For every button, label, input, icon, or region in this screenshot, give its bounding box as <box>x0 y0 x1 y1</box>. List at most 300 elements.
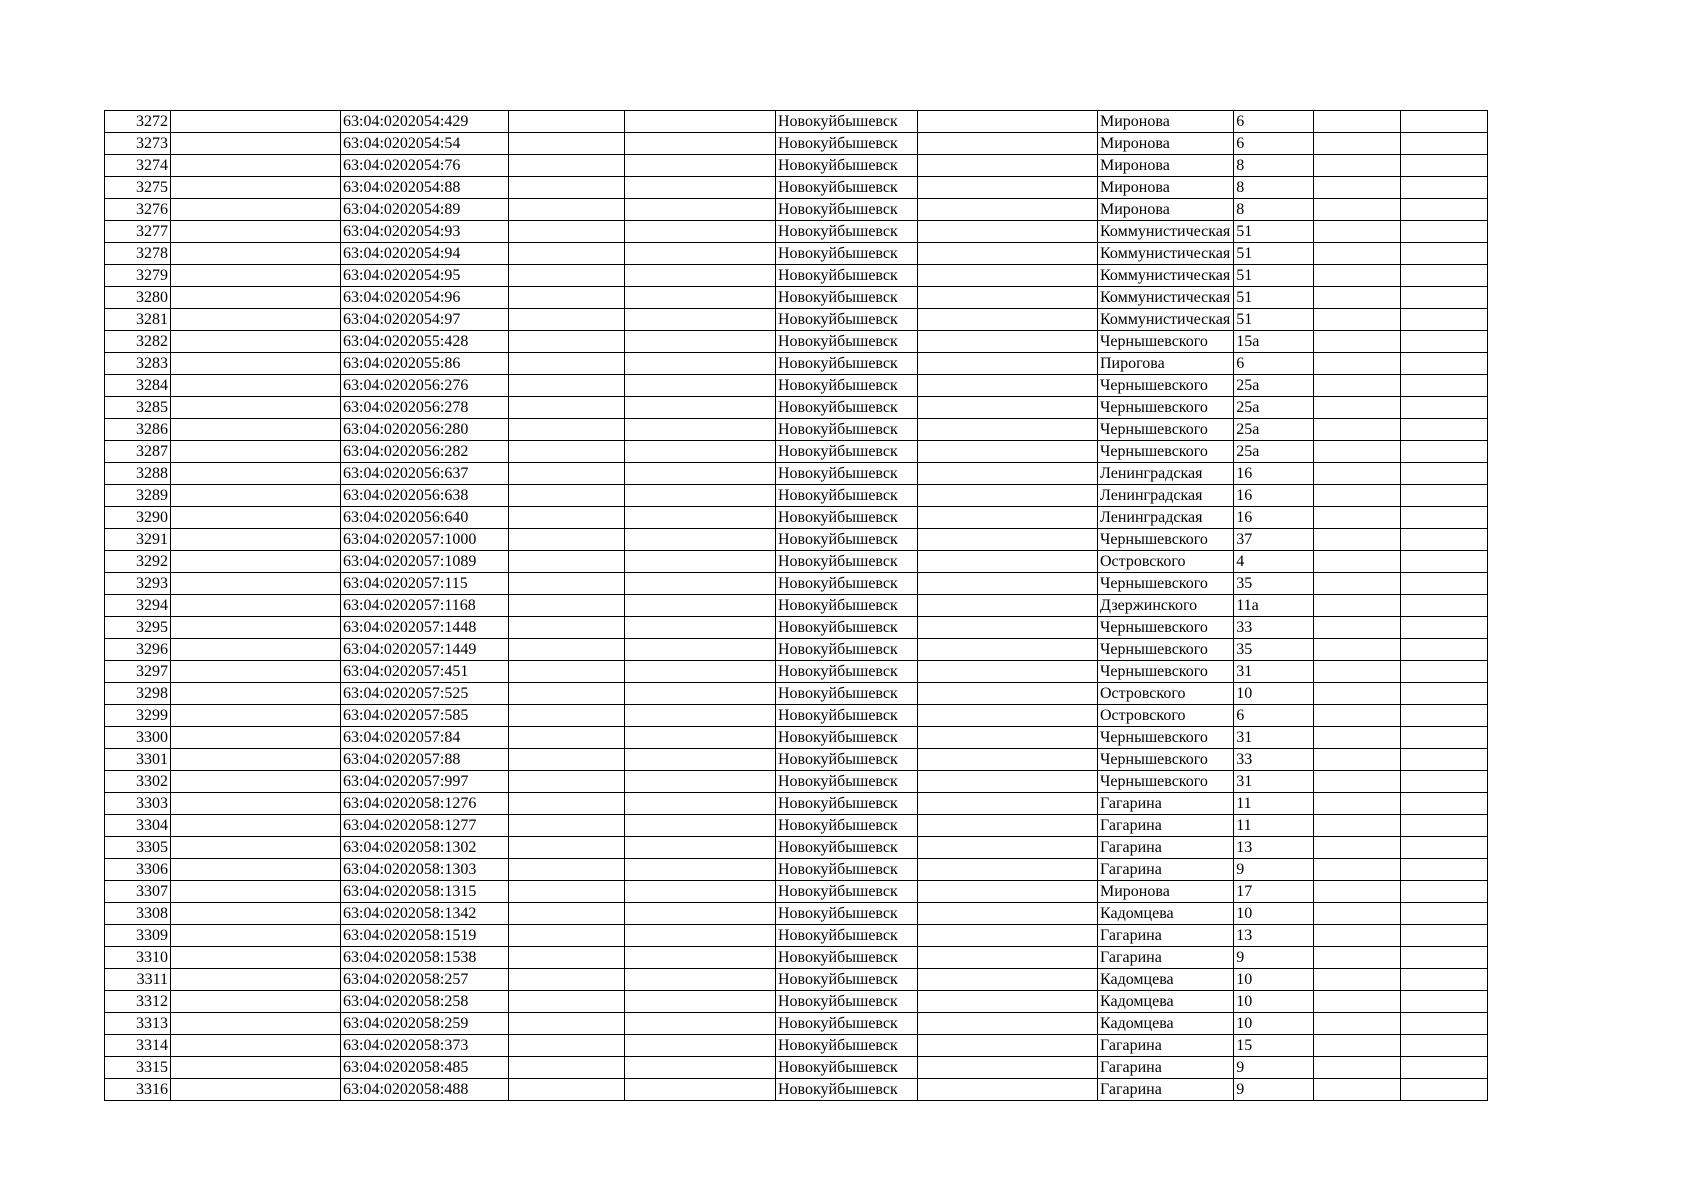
empty-cell <box>625 419 776 441</box>
empty-cell <box>509 507 625 529</box>
empty-cell <box>509 617 625 639</box>
street-cell: Гагарина <box>1098 793 1234 815</box>
empty-cell <box>625 353 776 375</box>
street-cell: Островского <box>1098 551 1234 573</box>
empty-cell <box>171 441 341 463</box>
street-cell: Кадомцева <box>1098 969 1234 991</box>
empty-cell <box>1314 309 1401 331</box>
empty-cell <box>1401 375 1488 397</box>
city-cell: Новокуйбышевск <box>776 243 918 265</box>
row-number-cell: 3295 <box>105 617 171 639</box>
table-row <box>105 111 1488 133</box>
house-number-cell: 4 <box>1234 551 1314 573</box>
empty-cell <box>625 1079 776 1101</box>
row-number-cell: 3310 <box>105 947 171 969</box>
empty-cell <box>509 793 625 815</box>
empty-cell <box>1314 551 1401 573</box>
empty-cell <box>918 331 1098 353</box>
cadastral-number-cell: 63:04:0202058:1519 <box>341 925 509 947</box>
house-number-cell: 13 <box>1234 837 1314 859</box>
city-cell: Новокуйбышевск <box>776 771 918 793</box>
city-cell: Новокуйбышевск <box>776 837 918 859</box>
cadastral-number-cell: 63:04:0202057:84 <box>341 727 509 749</box>
empty-cell <box>918 551 1098 573</box>
empty-cell <box>625 815 776 837</box>
row-number-cell: 3274 <box>105 155 171 177</box>
empty-cell <box>625 155 776 177</box>
street-cell: Чернышевского <box>1098 771 1234 793</box>
empty-cell <box>625 947 776 969</box>
empty-cell <box>625 661 776 683</box>
empty-cell <box>1401 485 1488 507</box>
empty-cell <box>509 1035 625 1057</box>
empty-cell <box>171 1035 341 1057</box>
empty-cell <box>1314 925 1401 947</box>
street-cell: Коммунистическая <box>1098 265 1234 287</box>
table-row <box>105 1013 1488 1035</box>
empty-cell <box>918 507 1098 529</box>
house-number-cell: 10 <box>1234 683 1314 705</box>
house-number-cell: 9 <box>1234 1079 1314 1101</box>
empty-cell <box>171 573 341 595</box>
cadastral-number-cell: 63:04:0202056:638 <box>341 485 509 507</box>
city-cell: Новокуйбышевск <box>776 947 918 969</box>
empty-cell <box>918 749 1098 771</box>
row-number-cell: 3276 <box>105 199 171 221</box>
table-row <box>105 815 1488 837</box>
city-cell: Новокуйбышевск <box>776 221 918 243</box>
house-number-cell: 6 <box>1234 111 1314 133</box>
house-number-cell: 51 <box>1234 221 1314 243</box>
cadastral-number-cell: 63:04:0202056:280 <box>341 419 509 441</box>
row-number-cell: 3289 <box>105 485 171 507</box>
street-cell: Миронова <box>1098 881 1234 903</box>
empty-cell <box>509 265 625 287</box>
cadastral-number-cell: 63:04:0202058:259 <box>341 1013 509 1035</box>
cadastral-number-cell: 63:04:0202056:282 <box>341 441 509 463</box>
empty-cell <box>918 815 1098 837</box>
empty-cell <box>918 111 1098 133</box>
row-number-cell: 3282 <box>105 331 171 353</box>
street-cell: Чернышевского <box>1098 639 1234 661</box>
city-cell: Новокуйбышевск <box>776 859 918 881</box>
empty-cell <box>1401 265 1488 287</box>
house-number-cell: 10 <box>1234 903 1314 925</box>
street-cell: Чернышевского <box>1098 573 1234 595</box>
table-row <box>105 903 1488 925</box>
row-number-cell: 3312 <box>105 991 171 1013</box>
empty-cell <box>509 595 625 617</box>
row-number-cell: 3300 <box>105 727 171 749</box>
house-number-cell: 13 <box>1234 925 1314 947</box>
cadastral-number-cell: 63:04:0202058:488 <box>341 1079 509 1101</box>
empty-cell <box>171 463 341 485</box>
city-cell: Новокуйбышевск <box>776 793 918 815</box>
empty-cell <box>918 1079 1098 1101</box>
empty-cell <box>171 309 341 331</box>
row-number-cell: 3306 <box>105 859 171 881</box>
city-cell: Новокуйбышевск <box>776 1035 918 1057</box>
city-cell: Новокуйбышевск <box>776 485 918 507</box>
city-cell: Новокуйбышевск <box>776 903 918 925</box>
city-cell: Новокуйбышевск <box>776 573 918 595</box>
empty-cell <box>509 1057 625 1079</box>
empty-cell <box>171 529 341 551</box>
house-number-cell: 31 <box>1234 661 1314 683</box>
empty-cell <box>1401 419 1488 441</box>
table-row <box>105 969 1488 991</box>
row-number-cell: 3298 <box>105 683 171 705</box>
empty-cell <box>918 309 1098 331</box>
empty-cell <box>625 573 776 595</box>
empty-cell <box>171 595 341 617</box>
empty-cell <box>1314 815 1401 837</box>
street-cell: Ленинградская <box>1098 463 1234 485</box>
empty-cell <box>171 881 341 903</box>
city-cell: Новокуйбышевск <box>776 177 918 199</box>
empty-cell <box>1401 859 1488 881</box>
empty-cell <box>171 397 341 419</box>
table-row <box>105 463 1488 485</box>
row-number-cell: 3302 <box>105 771 171 793</box>
house-number-cell: 11а <box>1234 595 1314 617</box>
empty-cell <box>918 353 1098 375</box>
empty-cell <box>1314 683 1401 705</box>
street-cell: Ленинградская <box>1098 507 1234 529</box>
empty-cell <box>1314 375 1401 397</box>
empty-cell <box>625 287 776 309</box>
empty-cell <box>1314 331 1401 353</box>
row-number-cell: 3277 <box>105 221 171 243</box>
row-number-cell: 3285 <box>105 397 171 419</box>
table-row <box>105 1057 1488 1079</box>
cadastral-number-cell: 63:04:0202056:640 <box>341 507 509 529</box>
empty-cell <box>1401 199 1488 221</box>
empty-cell <box>509 331 625 353</box>
table-row <box>105 705 1488 727</box>
empty-cell <box>625 529 776 551</box>
empty-cell <box>509 661 625 683</box>
empty-cell <box>625 837 776 859</box>
cadastral-number-cell: 63:04:0202056:637 <box>341 463 509 485</box>
empty-cell <box>509 375 625 397</box>
empty-cell <box>171 639 341 661</box>
house-number-cell: 15а <box>1234 331 1314 353</box>
empty-cell <box>1314 617 1401 639</box>
table-row <box>105 353 1488 375</box>
cadastral-number-cell: 63:04:0202058:1342 <box>341 903 509 925</box>
cadastral-number-cell: 63:04:0202057:1168 <box>341 595 509 617</box>
empty-cell <box>625 617 776 639</box>
city-cell: Новокуйбышевск <box>776 749 918 771</box>
city-cell: Новокуйбышевск <box>776 265 918 287</box>
row-number-cell: 3288 <box>105 463 171 485</box>
table-row <box>105 881 1488 903</box>
house-number-cell: 16 <box>1234 463 1314 485</box>
empty-cell <box>171 265 341 287</box>
empty-cell <box>509 1013 625 1035</box>
empty-cell <box>1401 463 1488 485</box>
empty-cell <box>1401 595 1488 617</box>
cadastral-number-cell: 63:04:0202058:1303 <box>341 859 509 881</box>
house-number-cell: 25а <box>1234 397 1314 419</box>
empty-cell <box>171 199 341 221</box>
table-row <box>105 837 1488 859</box>
cadastral-number-cell: 63:04:0202054:93 <box>341 221 509 243</box>
cadastral-number-cell: 63:04:0202057:997 <box>341 771 509 793</box>
house-number-cell: 25а <box>1234 419 1314 441</box>
house-number-cell: 35 <box>1234 573 1314 595</box>
table-row <box>105 265 1488 287</box>
empty-cell <box>1314 771 1401 793</box>
cadastral-number-cell: 63:04:0202058:485 <box>341 1057 509 1079</box>
empty-cell <box>625 683 776 705</box>
empty-cell <box>918 177 1098 199</box>
empty-cell <box>918 969 1098 991</box>
empty-cell <box>1401 529 1488 551</box>
cadastral-number-cell: 63:04:0202056:276 <box>341 375 509 397</box>
row-number-cell: 3301 <box>105 749 171 771</box>
empty-cell <box>1314 441 1401 463</box>
table-row <box>105 771 1488 793</box>
empty-cell <box>1401 441 1488 463</box>
empty-cell <box>1314 529 1401 551</box>
empty-cell <box>509 573 625 595</box>
cadastral-number-cell: 63:04:0202058:1315 <box>341 881 509 903</box>
house-number-cell: 33 <box>1234 617 1314 639</box>
empty-cell <box>1314 705 1401 727</box>
row-number-cell: 3303 <box>105 793 171 815</box>
empty-cell <box>1401 1013 1488 1035</box>
city-cell: Новокуйбышевск <box>776 661 918 683</box>
house-number-cell: 8 <box>1234 199 1314 221</box>
house-number-cell: 10 <box>1234 969 1314 991</box>
empty-cell <box>1401 947 1488 969</box>
row-number-cell: 3308 <box>105 903 171 925</box>
empty-cell <box>625 1013 776 1035</box>
empty-cell <box>509 815 625 837</box>
house-number-cell: 10 <box>1234 991 1314 1013</box>
cadastral-number-cell: 63:04:0202057:1089 <box>341 551 509 573</box>
empty-cell <box>509 969 625 991</box>
empty-cell <box>509 309 625 331</box>
empty-cell <box>171 353 341 375</box>
row-number-cell: 3296 <box>105 639 171 661</box>
empty-cell <box>509 749 625 771</box>
empty-cell <box>1314 661 1401 683</box>
house-number-cell: 9 <box>1234 947 1314 969</box>
row-number-cell: 3305 <box>105 837 171 859</box>
empty-cell <box>918 485 1098 507</box>
empty-cell <box>1401 925 1488 947</box>
city-cell: Новокуйбышевск <box>776 375 918 397</box>
house-number-cell: 25а <box>1234 375 1314 397</box>
empty-cell <box>509 133 625 155</box>
row-number-cell: 3294 <box>105 595 171 617</box>
row-number-cell: 3293 <box>105 573 171 595</box>
empty-cell <box>509 353 625 375</box>
empty-cell <box>1401 639 1488 661</box>
empty-cell <box>918 617 1098 639</box>
street-cell: Чернышевского <box>1098 749 1234 771</box>
empty-cell <box>171 661 341 683</box>
street-cell: Миронова <box>1098 155 1234 177</box>
city-cell: Новокуйбышевск <box>776 925 918 947</box>
empty-cell <box>171 947 341 969</box>
table-row <box>105 177 1488 199</box>
street-cell: Пирогова <box>1098 353 1234 375</box>
cadastral-number-cell: 63:04:0202058:1277 <box>341 815 509 837</box>
street-cell: Коммунистическая <box>1098 287 1234 309</box>
empty-cell <box>1401 683 1488 705</box>
row-number-cell: 3292 <box>105 551 171 573</box>
empty-cell <box>171 419 341 441</box>
house-number-cell: 25а <box>1234 441 1314 463</box>
city-cell: Новокуйбышевск <box>776 1079 918 1101</box>
empty-cell <box>1314 1013 1401 1035</box>
empty-cell <box>509 287 625 309</box>
row-number-cell: 3281 <box>105 309 171 331</box>
city-cell: Новокуйбышевск <box>776 1013 918 1035</box>
empty-cell <box>918 661 1098 683</box>
empty-cell <box>171 727 341 749</box>
empty-cell <box>918 991 1098 1013</box>
table-row <box>105 199 1488 221</box>
empty-cell <box>625 177 776 199</box>
empty-cell <box>1314 221 1401 243</box>
city-cell: Новокуйбышевск <box>776 463 918 485</box>
empty-cell <box>171 221 341 243</box>
empty-cell <box>918 1013 1098 1035</box>
empty-cell <box>1401 903 1488 925</box>
empty-cell <box>1314 265 1401 287</box>
empty-cell <box>171 375 341 397</box>
city-cell: Новокуйбышевск <box>776 815 918 837</box>
street-cell: Чернышевского <box>1098 727 1234 749</box>
empty-cell <box>918 243 1098 265</box>
empty-cell <box>509 881 625 903</box>
empty-cell <box>1314 859 1401 881</box>
house-number-cell: 51 <box>1234 265 1314 287</box>
empty-cell <box>1401 617 1488 639</box>
empty-cell <box>171 903 341 925</box>
empty-cell <box>509 859 625 881</box>
street-cell: Гагарина <box>1098 947 1234 969</box>
house-number-cell: 11 <box>1234 815 1314 837</box>
empty-cell <box>1314 507 1401 529</box>
empty-cell <box>625 727 776 749</box>
table-row <box>105 551 1488 573</box>
empty-cell <box>509 221 625 243</box>
empty-cell <box>509 441 625 463</box>
street-cell: Миронова <box>1098 133 1234 155</box>
empty-cell <box>171 133 341 155</box>
empty-cell <box>1401 221 1488 243</box>
row-number-cell: 3287 <box>105 441 171 463</box>
empty-cell <box>625 243 776 265</box>
empty-cell <box>171 111 341 133</box>
empty-cell <box>1314 749 1401 771</box>
empty-cell <box>1314 969 1401 991</box>
empty-cell <box>625 991 776 1013</box>
street-cell: Коммунистическая <box>1098 221 1234 243</box>
empty-cell <box>918 419 1098 441</box>
empty-cell <box>509 727 625 749</box>
house-number-cell: 10 <box>1234 1013 1314 1035</box>
empty-cell <box>509 463 625 485</box>
cadastral-number-cell: 63:04:0202054:95 <box>341 265 509 287</box>
empty-cell <box>918 1035 1098 1057</box>
empty-cell <box>625 793 776 815</box>
empty-cell <box>1401 397 1488 419</box>
empty-cell <box>625 1057 776 1079</box>
empty-cell <box>171 177 341 199</box>
empty-cell <box>1401 177 1488 199</box>
empty-cell <box>1314 419 1401 441</box>
street-cell: Кадомцева <box>1098 1013 1234 1035</box>
empty-cell <box>171 287 341 309</box>
street-cell: Островского <box>1098 683 1234 705</box>
row-number-cell: 3286 <box>105 419 171 441</box>
empty-cell <box>509 903 625 925</box>
house-number-cell: 9 <box>1234 1057 1314 1079</box>
cadastral-number-cell: 63:04:0202057:525 <box>341 683 509 705</box>
empty-cell <box>1314 243 1401 265</box>
empty-cell <box>918 771 1098 793</box>
table-row <box>105 859 1488 881</box>
empty-cell <box>1314 793 1401 815</box>
city-cell: Новокуйбышевск <box>776 881 918 903</box>
empty-cell <box>625 595 776 617</box>
city-cell: Новокуйбышевск <box>776 529 918 551</box>
empty-cell <box>918 441 1098 463</box>
empty-cell <box>918 199 1098 221</box>
empty-cell <box>1314 837 1401 859</box>
empty-cell <box>1401 881 1488 903</box>
empty-cell <box>918 155 1098 177</box>
row-number-cell: 3297 <box>105 661 171 683</box>
table-row <box>105 639 1488 661</box>
empty-cell <box>918 859 1098 881</box>
empty-cell <box>509 705 625 727</box>
table-row <box>105 617 1488 639</box>
empty-cell <box>918 881 1098 903</box>
empty-cell <box>1401 133 1488 155</box>
city-cell: Новокуйбышевск <box>776 353 918 375</box>
empty-cell <box>918 463 1098 485</box>
table-row <box>105 595 1488 617</box>
house-number-cell: 33 <box>1234 749 1314 771</box>
street-cell: Гагарина <box>1098 1035 1234 1057</box>
table-row <box>105 485 1488 507</box>
empty-cell <box>1401 837 1488 859</box>
empty-cell <box>625 507 776 529</box>
empty-cell <box>625 441 776 463</box>
city-cell: Новокуйбышевск <box>776 991 918 1013</box>
house-number-cell: 8 <box>1234 155 1314 177</box>
city-cell: Новокуйбышевск <box>776 419 918 441</box>
row-number-cell: 3315 <box>105 1057 171 1079</box>
empty-cell <box>625 133 776 155</box>
empty-cell <box>625 199 776 221</box>
empty-cell <box>509 771 625 793</box>
empty-cell <box>625 771 776 793</box>
empty-cell <box>918 529 1098 551</box>
empty-cell <box>625 925 776 947</box>
cadastral-number-cell: 63:04:0202057:451 <box>341 661 509 683</box>
empty-cell <box>625 551 776 573</box>
house-number-cell: 37 <box>1234 529 1314 551</box>
